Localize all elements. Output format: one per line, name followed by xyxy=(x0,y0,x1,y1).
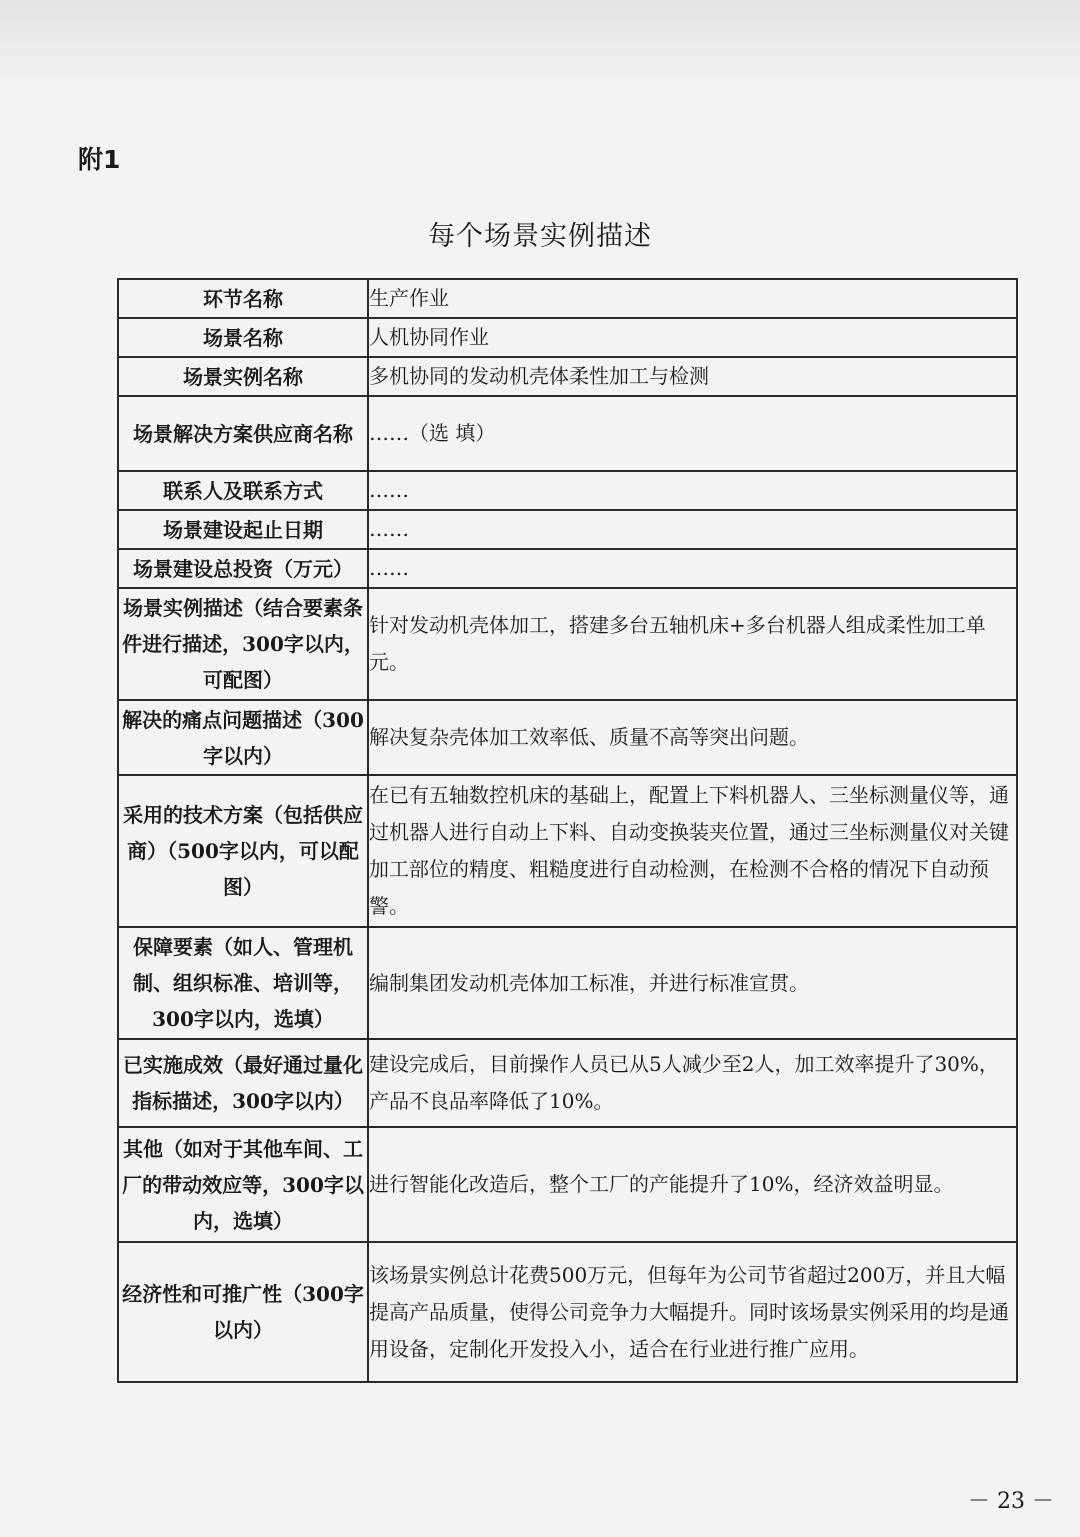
table-row xyxy=(118,775,1017,927)
table-row xyxy=(118,549,1017,588)
row-label: 采用的技术方案（包括供应商）（500字以内，可以配图） xyxy=(118,775,368,927)
row-label: 场景建设起止日期 xyxy=(118,510,368,549)
row-value: 针对发动机壳体加工，搭建多台五轴机床+多台机器人组成柔性加工单元。 xyxy=(368,588,1017,700)
document-title: 每个场景实例描述 xyxy=(428,221,652,252)
table-row xyxy=(118,510,1017,549)
row-label: 经济性和可推广性（300字以内） xyxy=(118,1242,368,1382)
attachment-label: 附1 xyxy=(78,145,121,174)
row-label: 场景解决方案供应商名称 xyxy=(118,396,368,471)
row-label: 联系人及联系方式 xyxy=(118,471,368,510)
row-value: …… xyxy=(368,549,1017,588)
row-value: 解决复杂壳体加工效率低、质量不高等突出问题。 xyxy=(368,700,1017,775)
scenario-table xyxy=(117,278,1018,1383)
row-value: 人机协同作业 xyxy=(368,318,1017,357)
row-value: ……（选 填） xyxy=(368,396,1017,471)
row-value: 在已有五轴数控机床的基础上，配置上下料机器人、三坐标测量仪等，通过机器人进行自动上下料、自动变换装夹位置，通过三坐标测量仪对关键加工部位的精度、粗糙度进行自动检测，在检测不合格的情况下自动预警。 xyxy=(368,775,1017,927)
row-label: 环节名称 xyxy=(118,279,368,318)
table-row xyxy=(118,396,1017,471)
row-value: 生产作业 xyxy=(368,279,1017,318)
row-label: 保障要素（如人、管理机制、组织标准、培训等，300字以内，选填） xyxy=(118,927,368,1039)
table-row xyxy=(118,318,1017,357)
row-label: 场景实例描述（结合要素条件进行描述，300字以内，可配图） xyxy=(118,588,368,700)
table-row xyxy=(118,1242,1017,1382)
row-value: 多机协同的发动机壳体柔性加工与检测 xyxy=(368,357,1017,396)
row-label: 已实施成效（最好通过量化指标描述，300字以内） xyxy=(118,1039,368,1127)
table-row xyxy=(118,588,1017,700)
scan-shadow xyxy=(0,0,1080,90)
table-row xyxy=(118,357,1017,396)
table-row xyxy=(118,927,1017,1039)
row-value: 编制集团发动机壳体加工标准，并进行标准宣贯。 xyxy=(368,927,1017,1039)
row-value: 建设完成后，目前操作人员已从5人减少至2人，加工效率提升了30%，产品不良品率降低了10%。 xyxy=(368,1039,1017,1127)
table-row xyxy=(118,1127,1017,1242)
row-label: 场景名称 xyxy=(118,318,368,357)
table-row xyxy=(118,700,1017,775)
row-label: 解决的痛点问题描述（300字以内） xyxy=(118,700,368,775)
row-value: 进行智能化改造后，整个工厂的产能提升了10%，经济效益明显。 xyxy=(368,1127,1017,1242)
row-value: …… xyxy=(368,510,1017,549)
page-number: － 23 － xyxy=(968,1489,1054,1514)
table-row xyxy=(118,1039,1017,1127)
row-value: …… xyxy=(368,471,1017,510)
row-label: 场景建设总投资（万元） xyxy=(118,549,368,588)
table-row xyxy=(118,471,1017,510)
row-label: 场景实例名称 xyxy=(118,357,368,396)
table-row xyxy=(118,279,1017,318)
row-value: 该场景实例总计花费500万元，但每年为公司节省超过200万，并且大幅提高产品质量，使得公司竞争力大幅提升。同时该场景实例采用的均是通用设备，定制化开发投入小，适合在行业进行推广应用。 xyxy=(368,1242,1017,1382)
row-label: 其他（如对于其他车间、工厂的带动效应等，300字以内，选填） xyxy=(118,1127,368,1242)
